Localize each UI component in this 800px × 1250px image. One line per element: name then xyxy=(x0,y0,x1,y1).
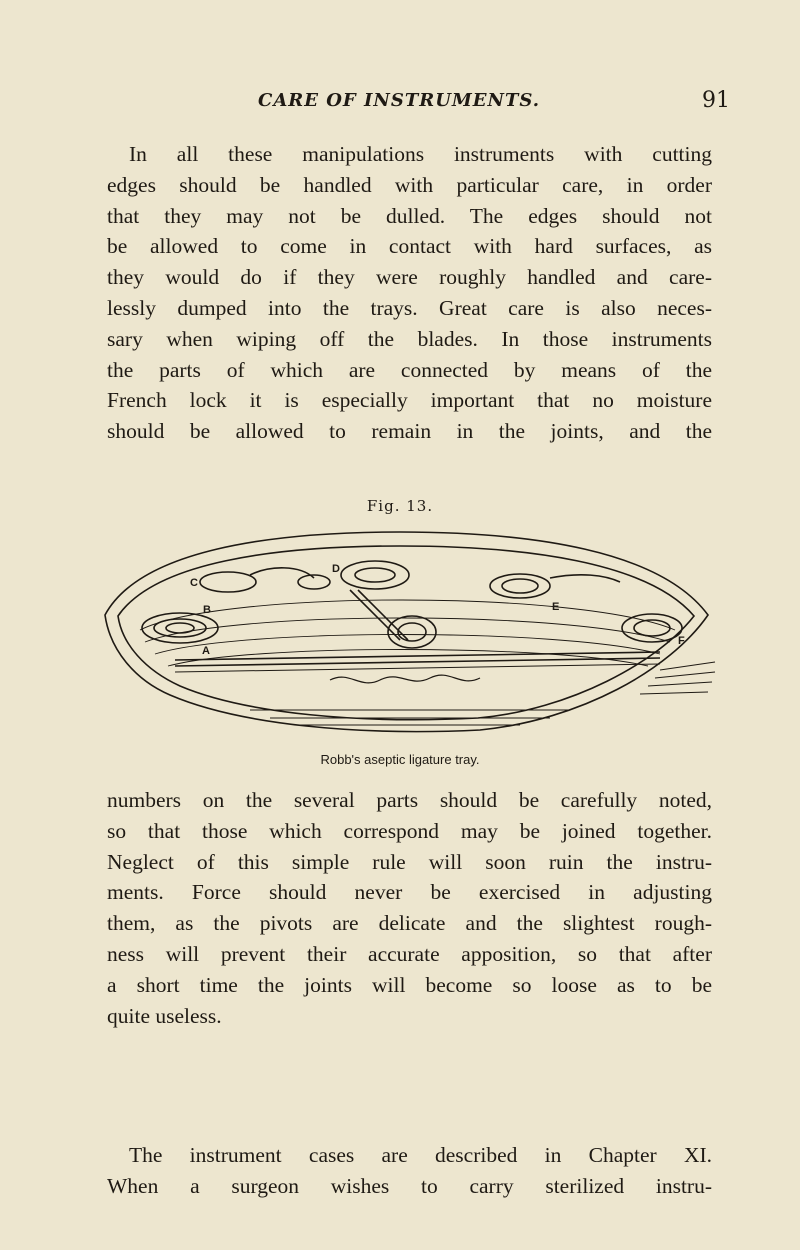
text-line: them, as the pivots are delicate and the slightest rough- xyxy=(107,911,712,936)
text-line: In all these manipulations instruments with cutting xyxy=(129,142,712,166)
letter-b: B xyxy=(203,604,211,616)
text-line: The instrument cases are described in Chapter XI. xyxy=(129,1143,712,1167)
center-spool xyxy=(388,616,436,648)
letter-a: A xyxy=(202,645,210,657)
ligature-tray-illustration xyxy=(100,520,720,750)
text-line: sary when wiping off the blades. In those instruments xyxy=(107,326,712,351)
text-line: the parts of which are connected by means of the xyxy=(107,357,712,382)
paragraph-1 xyxy=(107,139,712,447)
text-line: edges should be handled with particular care, in order xyxy=(107,172,712,197)
text-line: lessly dumped into the trays. Great care is also neces- xyxy=(107,295,712,320)
text-line: that they may not be dulled. The edges should not xyxy=(107,203,712,228)
running-head: CARE OF INSTRUMENTS. xyxy=(258,90,541,111)
text-line: When a surgeon wishes to carry sterilized instru- xyxy=(107,1173,712,1198)
page-header xyxy=(0,90,800,120)
text-line: they would do if they were roughly handled and care- xyxy=(107,265,712,290)
text-line: ness will prevent their accurate apposition, so that after xyxy=(107,941,712,966)
tray-rim xyxy=(105,532,708,732)
text-line: a short time the joints will become so loose as to be xyxy=(107,972,712,997)
letter-c: C xyxy=(190,577,198,589)
text-line: should be allowed to remain in the joints, and the xyxy=(107,419,712,444)
spool-f xyxy=(622,614,682,642)
spool-c xyxy=(200,572,256,592)
text-line: French lock it is especially important that no moisture xyxy=(107,388,712,413)
letter-e: E xyxy=(552,601,560,613)
spool-e xyxy=(490,574,550,598)
reel-d xyxy=(341,561,409,589)
text-line: ments. Force should never be exercised in adjusting xyxy=(107,880,712,905)
figure-caption: Robb's aseptic ligature tray. xyxy=(320,752,480,767)
letter-f: F xyxy=(678,635,685,647)
text-line: be allowed to come in contact with hard surfaces, as xyxy=(107,234,712,259)
text-line: so that those which correspond may be joined together. xyxy=(107,818,712,843)
figure-label: Fig. 13. xyxy=(366,497,434,515)
text-line: quite useless. xyxy=(107,1003,222,1028)
ligature-thread xyxy=(330,675,480,683)
text-line: Neglect of this simple rule will soon ruin the instru- xyxy=(107,849,712,874)
text-line: numbers on the several parts should be carefully noted, xyxy=(107,788,712,812)
paragraph-2 xyxy=(107,785,712,1031)
page-number: 91 xyxy=(702,88,730,113)
letter-d: D xyxy=(332,563,340,575)
paragraph-3 xyxy=(107,1140,712,1202)
